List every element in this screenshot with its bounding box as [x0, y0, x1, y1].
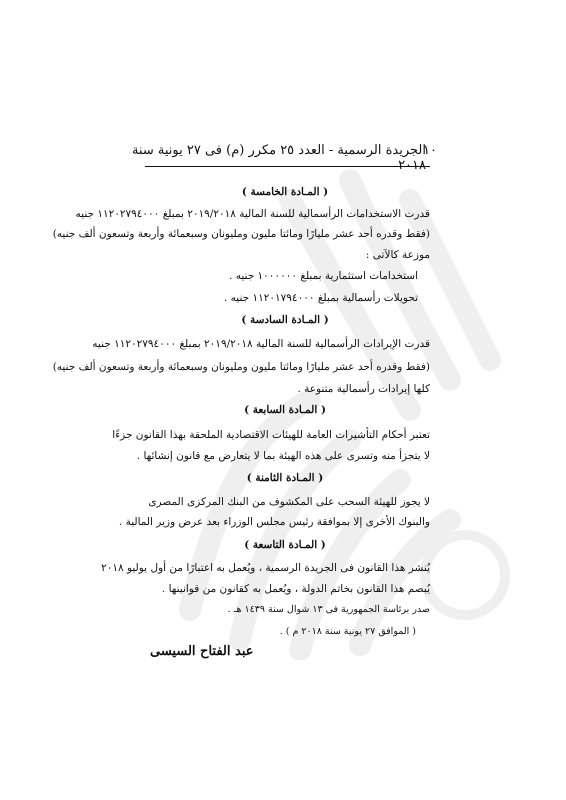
- article-5-line-4: استخدامات استثمارية بمبلغ ١٠٠٠٠٠٠ جنيه .: [229, 270, 418, 282]
- page-number: ١٠: [423, 143, 437, 158]
- article-8-line-2: والبنوك الأخرى إلا بموافقة رئيس مجلس الوزراء بعد عرض وزير المالية .: [118, 516, 430, 528]
- article-5-line-3: موزعة كالآتى :: [365, 249, 430, 261]
- article-8-heading: ( المـادة الثامنة ): [246, 472, 324, 484]
- article-7-line-2: لا يتجزأ منه وتسرى على هذه الهيئة بما لا يتعارض مع قانون إنشائها .: [136, 450, 430, 462]
- header-rule: [145, 166, 430, 167]
- president-signature: عبد الفتاح السيسى: [150, 644, 254, 659]
- article-7-heading: ( المـادة السابعة ): [244, 404, 326, 416]
- article-9-line-4: ( الموافق ٢٧ يونية سنة ٢٠١٨ م ) .: [279, 626, 416, 637]
- article-9-line-1: يُنشر هذا القانون فى الجريدة الرسمية ، ويُعمل به اعتبارًا من أول يوليو ٢٠١٨: [101, 562, 430, 574]
- gazette-title: الجريدة الرسمية - العدد ٢٥ مكرر (م) فى ٢٧ يونية سنة ٢٠١٨: [131, 143, 426, 173]
- page-header: [118, 143, 426, 173]
- article-5-line-1: قدرت الاستخدامات الرأسمالية للسنة المالية ٢٠١٩/٢٠١٨ بمبلغ ١١٢٠٢٧٩٤٠٠٠ جنيه: [75, 208, 430, 220]
- article-6-line-3: كلها إيرادات رأسمالية متنوعة .: [297, 383, 430, 395]
- article-5-heading: ( المـادة الخامسة ): [241, 186, 329, 198]
- article-9-heading: ( المـادة التاسعة ): [244, 539, 326, 551]
- article-8-line-1: لا يجوز للهيئة السحب على المكشوف من البنك المركزى المصرى: [148, 496, 430, 508]
- article-9-line-2: يُبصم هذا القانون بخاتم الدولة ، ويُعمل به كقانون من قوانينها .: [161, 583, 430, 595]
- article-5-line-2: (فقط وقدره أحد عشر مليارًا ومائتا مليون ومليونان وسبعمائة وأربعة وتسعون ألف جنيه): [52, 228, 430, 240]
- article-6-line-2: (فقط وقدره أحد عشر مليارًا ومائتا مليون ومليونان وسبعمائة وأربعة وتسعون ألف جنيه): [52, 361, 430, 373]
- article-7-line-1: تعتبر أحكام التأشيرات العامة للهيئات الاقتصادية الملحقة بهذا القانون جزءًا: [112, 429, 430, 441]
- article-6-line-1: قدرت الإيرادات الرأسمالية للسنة المالية ٢٠١٩/٢٠١٨ بمبلغ ١١٢٠٢٧٩٤٠٠٠ جنيه: [92, 338, 430, 350]
- article-6-heading: ( المـادة السادسة ): [241, 314, 329, 326]
- article-5-line-5: تحويلات رأسمالية بمبلغ ١١٢٠١٧٩٤٠٠٠ جنيه .: [223, 292, 418, 304]
- article-9-line-3: صدر برئاسة الجمهورية فى ١٣ شوال سنة ١٤٣٩ هـ .: [227, 604, 430, 615]
